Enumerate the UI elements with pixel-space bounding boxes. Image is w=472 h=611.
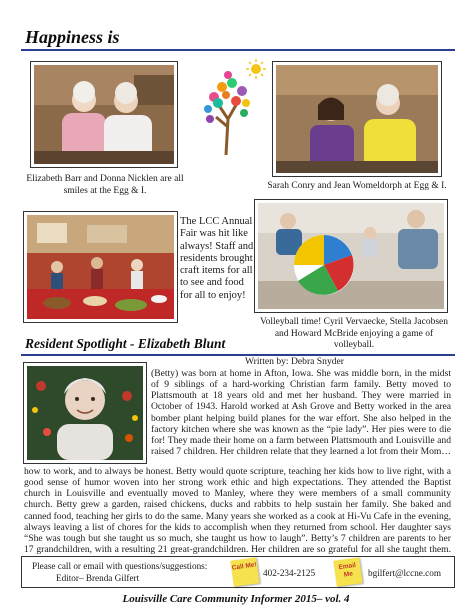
issue-footer: Louisville Care Community Informer 2015– vol. 4 xyxy=(122,593,350,605)
photo-frame-annual-fair xyxy=(23,211,178,323)
photo-sarah-jean xyxy=(276,65,438,173)
photo-frame-egg-and-i-right xyxy=(272,61,442,177)
title-underline xyxy=(21,49,455,51)
section-title-happiness: Happiness is xyxy=(25,27,120,47)
caption-volleyball: Volleyball time! Cyril Vervaecke, Stella Jacobsen and Howard McBride enjoying a game of volleyball. xyxy=(259,317,448,350)
caption-elizabeth-donna: Elizabeth Barr and Donna Nicklen are all smiles at the Egg & I. xyxy=(26,174,184,196)
photo-volleyball xyxy=(258,203,444,309)
article-text-continued: how to work, and to always be honest. Betty would quote scripture, teaching her kids how to live right, with a good sense of humor woven into her strong work ethic and high expectations. They attended the Baptist church in Louisville and eventually moved to Manley, where they were members of a small community church. Betty grew a garden, raised chickens, ducks and rabbits to help sustain her family. She baked and canned food, teaching her girls to do the same. Many years she worked as a cook at Hi-Vu Cafe in the evening, always leaving a list of chores for the kids to accomplish when they returned from school. Her daughter says “She was tough but she taught us so much, she taught us how to laugh”. Betty’s 7 children are parents to her 17 grandchildren, with a resulting 21 great-grandchildren. Her children are so grateful for all she taught them. xyxy=(24,466,451,554)
photo-frame-egg-and-i-left xyxy=(30,61,178,168)
photo-frame-volleyball xyxy=(254,199,448,313)
contact-prompt: Please call or email with questions/suggestions: xyxy=(32,561,208,571)
email-address[interactable]: bgilfert@lccne.com xyxy=(368,568,441,578)
tree-sun-clipart xyxy=(188,57,270,157)
spotlight-underline xyxy=(21,354,455,356)
caption-sarah-jean: Sarah Conry and Jean Womeldorph at Egg & I. xyxy=(267,181,447,191)
photo-annual-fair xyxy=(27,215,174,319)
phone-number[interactable]: 402-234-2125 xyxy=(263,568,316,578)
photo-elizabeth-donna xyxy=(34,65,174,164)
section-title-resident-spotlight: Resident Spotlight - Elizabeth Blunt xyxy=(25,336,226,351)
contact-footer xyxy=(21,556,455,588)
editor-name: Editor– Brenda Gilfert xyxy=(56,573,140,583)
fair-description: The LCC Annual Fair was hit like always! Staff and residents brought craft items for all to see and food for all to enjoy! xyxy=(180,216,254,301)
article-text-wrapped xyxy=(151,368,451,464)
call-me-note-icon: Call Me! xyxy=(230,557,259,586)
photo-frame-elizabeth-blunt xyxy=(23,362,147,464)
article-text: (Betty) was born at home in Afton, Iowa. She was middle born, in the midst of 9 siblings of a hard-working Christian farm family. Betty moved to Plattsmouth at 18 years old and met her husband. They were married in October of 1943. Harold worked at Ash Grove and Betty worked in the area bomber plant helping build planes for the war effort. She also helped in the factory kitchen where she was known as the “pie lady”. Her pies were to die for! They made their home on a farm between Plattsmouth and Louisville and raised 7 children. Her children relate that they learned a lot from their Mom… xyxy=(151,368,451,458)
email-me-note-icon: Email Me xyxy=(333,557,362,586)
article-byline: Written by: Debra Snyder xyxy=(245,356,344,367)
photo-elizabeth-blunt xyxy=(27,366,143,460)
